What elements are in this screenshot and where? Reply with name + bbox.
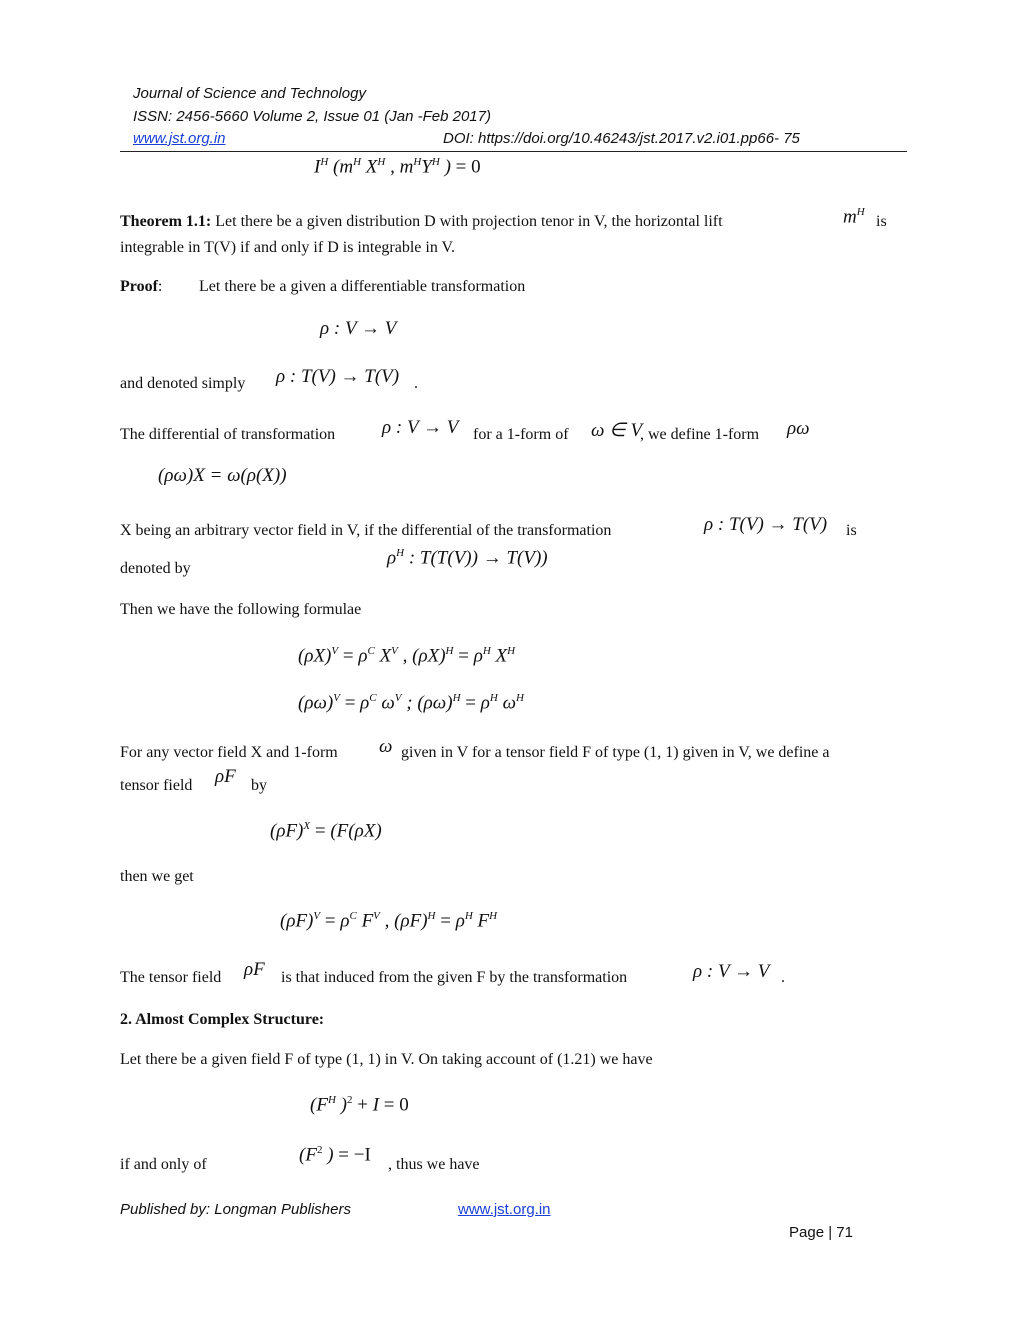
journal-title: Journal of Science and Technology <box>133 85 366 102</box>
ifonly-end: , thus we have <box>388 1156 480 1173</box>
equation-formula-1: $(\rho X)^V = \rho^C$ $X^V$ , $(\rho X)^H = \rho^H$ $X^H$ <box>298 645 516 667</box>
equation-ih: $I^H$ ($m^H$ $X^H$ , $m^HY^H$ ) = 0 <box>314 156 481 178</box>
ifonly-math: ($F^2$ ) = −I <box>299 1144 371 1166</box>
footer-publisher: Published by: Longman Publishers <box>120 1201 351 1218</box>
forany-text-2: given in V for a tensor field F of type (1, 1) given in V, we define a <box>401 744 830 761</box>
differential-text-3: , we define 1-form <box>640 426 760 443</box>
theorem-text-b: is <box>876 213 887 230</box>
equation-FH: ($F^H$ )$^2$ + I = 0 <box>310 1094 409 1116</box>
section-heading: 2. Almost Complex Structure: <box>120 1011 325 1028</box>
then-formulae-text: Then we have the following formulae <box>120 601 362 618</box>
differential-math-rho: ρ : V → V <box>382 417 459 438</box>
equation-rho-map: ρ : V → V <box>320 318 397 339</box>
tensor-induced-text-a: The tensor field <box>120 969 222 986</box>
journal-issn: ISSN: 2456-5660 Volume 2, Issue 01 (Jan -Feb 2017) <box>133 108 491 125</box>
proof-label: Proof: <box>120 278 163 295</box>
tensor-field-math: ρF <box>215 766 236 787</box>
theorem-text-c: integrable in T(V) if and only if D is integrable in V. <box>120 239 456 256</box>
tensor-induced-math: ρF <box>244 959 265 980</box>
tensor-induced-end: . <box>781 969 785 986</box>
tensor-field-by: by <box>251 777 267 794</box>
denoted-simply-text: and denoted simply <box>120 375 246 392</box>
theorem-paragraph <box>120 212 723 232</box>
equation-rhoH: $\rho^H$ : T(T(V)) → T(V)) <box>387 547 548 569</box>
forany-text: For any vector field X and 1-form <box>120 744 338 761</box>
header-divider <box>120 151 907 152</box>
ifonly-text: if and only of <box>120 1156 207 1173</box>
xbeing-is: is <box>846 522 857 539</box>
theorem-math-mh: $m^H$ <box>843 206 865 228</box>
footer-website-link[interactable]: www.jst.org.in <box>458 1201 551 1218</box>
equation-rho-tv: ρ : T(V) → T(V) <box>276 366 400 387</box>
tensor-induced-text-b: is that induced from the given F by the transformation <box>281 969 628 986</box>
equation-rhoF-VH: $(\rho F)^V = \rho^C$ $F^V$ , $(\rho F)^H = \rho^H$ $F^H$ <box>280 910 498 932</box>
equation-rhoF: $(\rho F)^X = (F(\rho X)$ <box>270 820 382 842</box>
xbeing-text: X being an arbitrary vector field in V, if the differential of the transformation <box>120 522 612 539</box>
journal-doi: DOI: https://doi.org/10.46243/jst.2017.v2.i01.pp66- 75 <box>443 130 800 147</box>
section-text: Let there be a given field F of type (1, 1) in V. On taking account of (1.21) we have <box>120 1051 653 1068</box>
xbeing-math: ρ : T(V) → T(V) <box>704 514 828 535</box>
differential-text: The differential of transformation <box>120 426 336 443</box>
denoted-by-text: denoted by <box>120 560 191 577</box>
differential-math-rhoomega: ρω <box>787 418 810 439</box>
proof-text: Let there be a given a differentiable transformation <box>199 278 526 295</box>
then-we-get-text: then we get <box>120 868 194 885</box>
equation-rhoomega: (ρω)X = ω(ρ(X)) <box>158 465 287 486</box>
denoted-simply-end: . <box>414 375 418 392</box>
footer-page-number: Page | 71 <box>789 1224 853 1241</box>
forany-math-omega: ω <box>379 736 393 757</box>
journal-website-link[interactable]: www.jst.org.in <box>133 130 226 147</box>
theorem-label: Theorem 1.1: <box>120 213 212 230</box>
differential-text-2: for a 1-form of <box>473 426 569 443</box>
equation-formula-2: $(\rho\omega)^V = \rho^C$ $\omega^V$ ; $(\rho\omega)^H = \rho^H$ $\omega^H$ <box>298 692 524 714</box>
tensor-field-text: tensor field <box>120 777 193 794</box>
tensor-induced-math-2: ρ : V → V <box>693 961 770 982</box>
theorem-text-a: Let there be a given distribution D with projection tenor in V, the horizontal lift <box>215 213 723 230</box>
differential-math-omega: ω ∈ V <box>591 420 643 441</box>
